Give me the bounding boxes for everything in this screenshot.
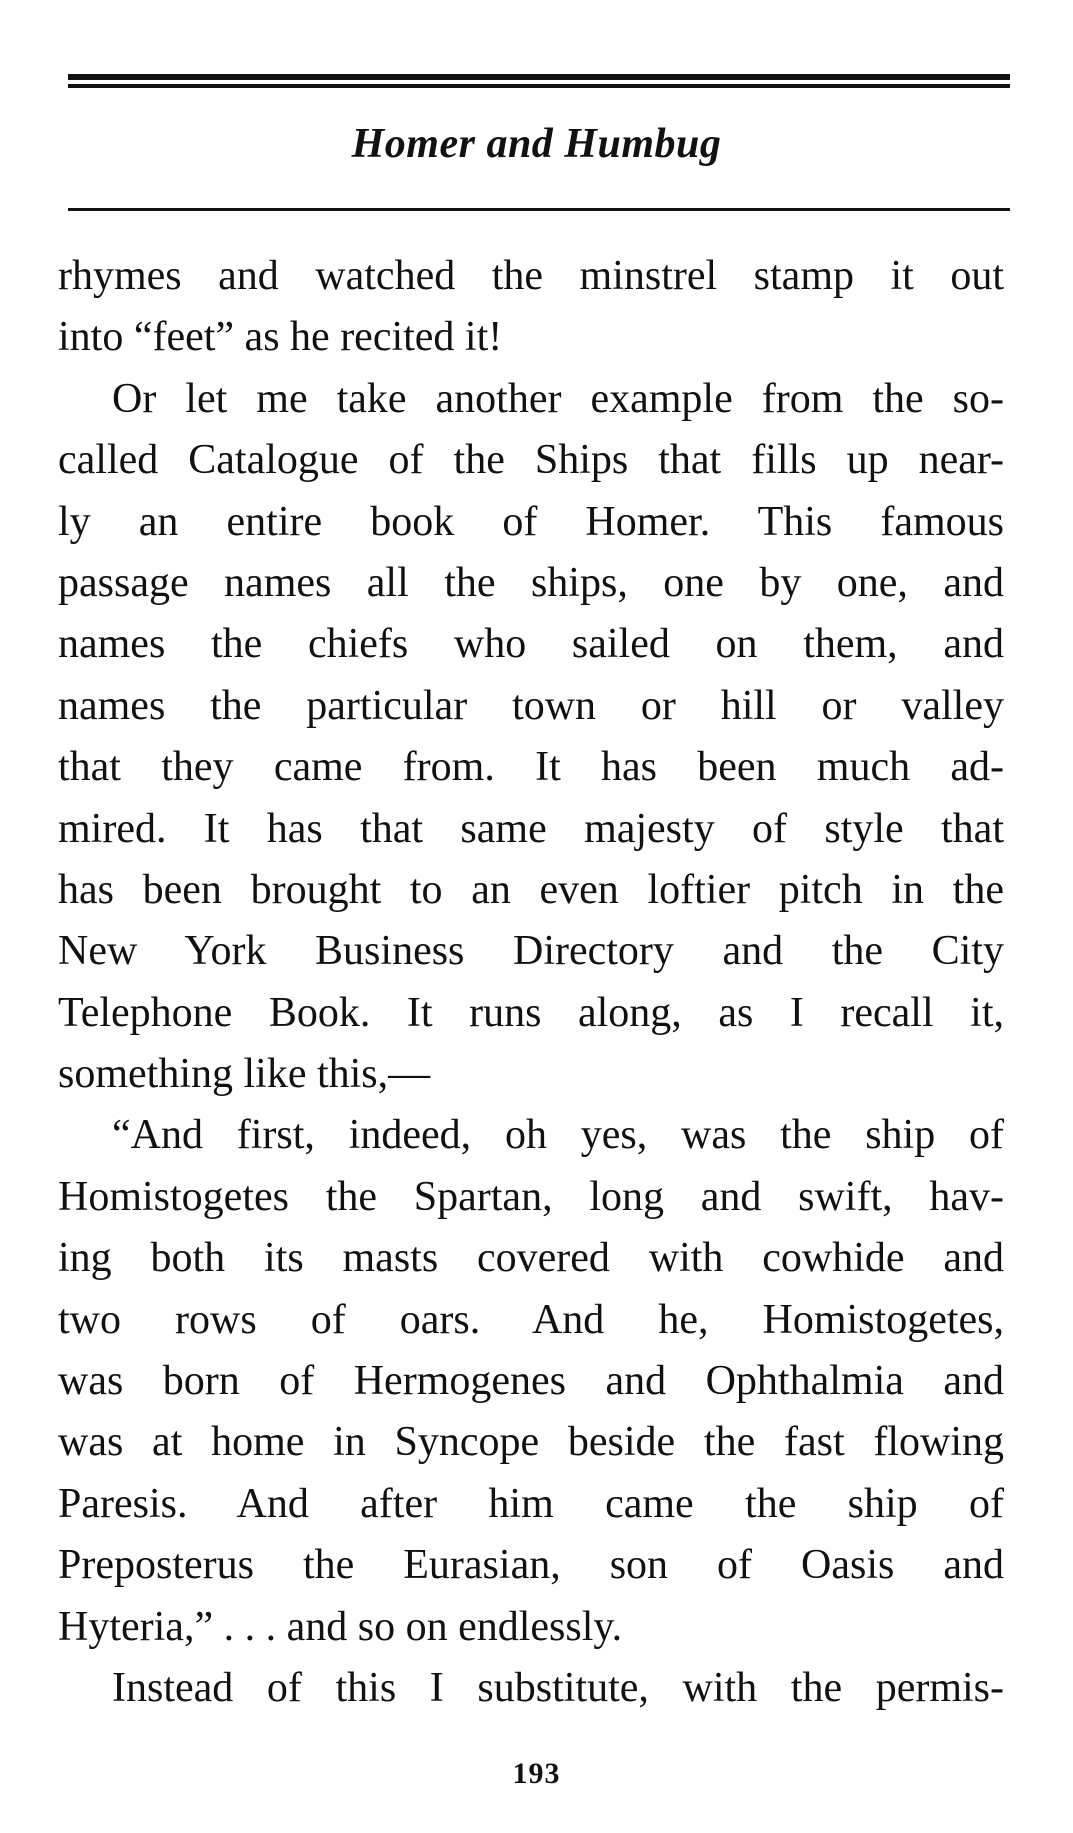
text-line: Homistogetes the Spartan, long and swift, hav- — [58, 1173, 1004, 1220]
text-line: something like this,— — [58, 1051, 431, 1098]
text-line: passage names all the ships, one by one, and — [58, 559, 1004, 606]
page-number: 193 — [512, 1757, 561, 1790]
body-text — [58, 246, 1004, 1719]
text-line: Telephone Book. It runs along, as I recall it, — [58, 989, 1004, 1036]
text-line: two rows of oars. And he, Homistogetes, — [58, 1296, 1004, 1343]
text-line: called Catalogue of the Ships that fills up near- — [58, 437, 1004, 484]
text-line: that they came from. It has been much ad- — [58, 744, 1004, 791]
text-line: ing both its masts covered with cowhide and — [58, 1235, 1004, 1282]
text-line: mired. It has that same majesty of style that — [58, 805, 1004, 852]
running-title: Homer and Humbug — [351, 121, 722, 167]
text-line: names the particular town or hill or valley — [58, 682, 1004, 729]
text-line: Hyteria,” . . . and so on endlessly. — [58, 1603, 623, 1650]
text-line: Preposterus the Eurasian, son of Oasis and — [58, 1542, 1004, 1589]
header-double-rule-bottom — [68, 84, 1010, 88]
text-line: has been brought to an even loftier pitch in the — [58, 866, 1004, 913]
text-line: New York Business Directory and the City — [58, 928, 1004, 975]
text-line: was at home in Syncope beside the fast flowing — [58, 1419, 1004, 1466]
text-line: into “feet” as he recited it! — [58, 314, 503, 361]
text-line: Instead of this I substitute, with the permis- — [112, 1664, 1004, 1711]
text-line: rhymes and watched the minstrel stamp it out — [58, 253, 1004, 299]
text-line: ly an entire book of Homer. This famous — [58, 498, 1004, 545]
header-double-rule-top — [68, 74, 1010, 80]
text-line: was born of Hermogenes and Ophthalmia and — [58, 1358, 1004, 1405]
header-rule — [68, 208, 1010, 211]
text-line: Paresis. And after him came the ship of — [58, 1480, 1004, 1527]
text-line: names the chiefs who sailed on them, and — [58, 621, 1004, 668]
text-line: “And first, indeed, oh yes, was the ship of — [112, 1112, 1004, 1159]
text-line: Or let me take another example from the so- — [112, 375, 1004, 422]
